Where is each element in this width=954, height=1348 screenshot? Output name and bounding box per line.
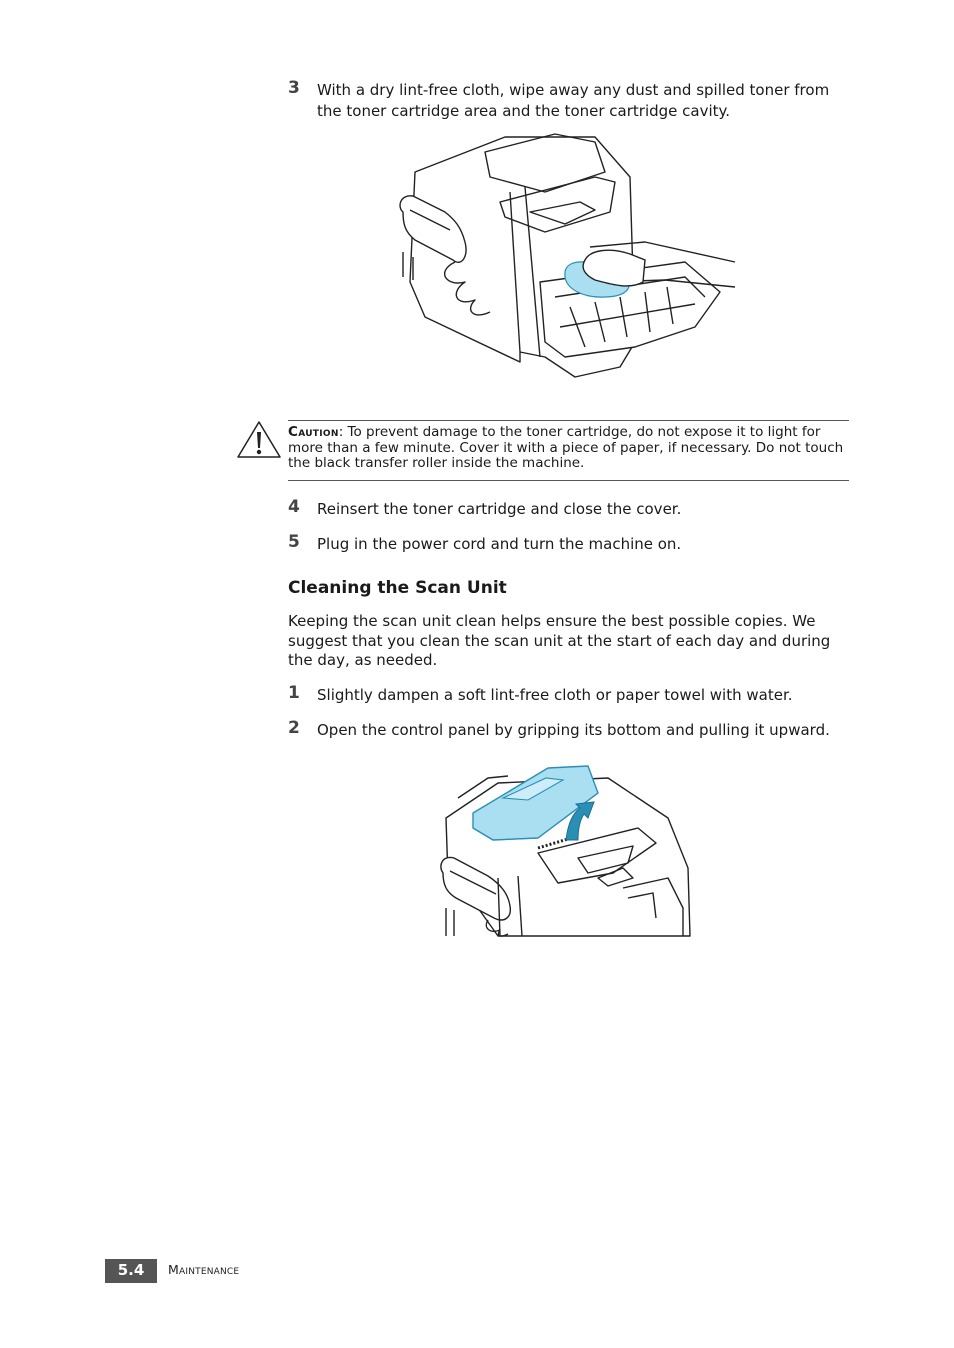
illustration-open-control-panel	[438, 758, 696, 938]
step-number: 4	[288, 497, 300, 517]
caution-text: : To prevent damage to the toner cartridge, do not expose it to light for more than a few minute. Cover it with a piece of paper, if necessary. Do not touch the black transfer roller inside the machine.	[288, 424, 844, 471]
step-3	[288, 80, 858, 122]
chapter-label: Maintenance	[168, 1262, 240, 1277]
step-number: 1	[288, 683, 300, 703]
warning-exclamation-icon	[236, 420, 282, 460]
step-text: Open the control panel by gripping its bottom and pulling it upward.	[317, 721, 830, 739]
step-2	[288, 720, 858, 741]
step-text: With a dry lint-free cloth, wipe away any dust and spilled toner from the toner cartridge area and the toner cartridge cavity.	[317, 81, 830, 120]
step-text: Plug in the power cord and turn the machine on.	[317, 535, 682, 553]
step-number: 3	[288, 78, 300, 98]
section-intro: Keeping the scan unit clean helps ensure the best possible copies. We suggest that you clean the scan unit at the start of each day and during the day, as needed.	[288, 612, 831, 669]
step-text: Reinsert the toner cartridge and close the cover.	[317, 500, 682, 518]
step-4	[288, 499, 858, 520]
step-number: 2	[288, 718, 300, 738]
step-1	[288, 685, 858, 706]
section-heading: Cleaning the Scan Unit	[288, 578, 507, 598]
step-number: 5	[288, 532, 300, 552]
caution-note	[288, 420, 849, 481]
step-text: Slightly dampen a soft lint-free cloth or paper towel with water.	[317, 686, 793, 704]
illustration-wipe-toner-cavity	[395, 132, 740, 384]
caution-label: Caution	[288, 424, 339, 440]
step-5	[288, 534, 858, 555]
page-number-badge: 5.4	[105, 1259, 157, 1283]
